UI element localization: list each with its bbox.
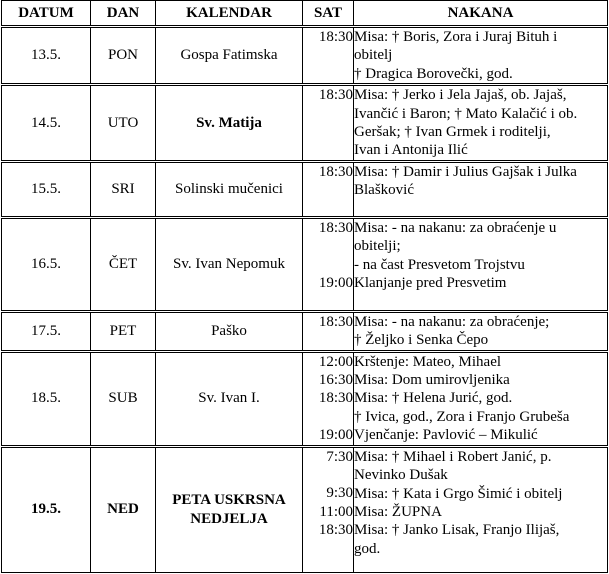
calendar-cell: Gospa Fatimska xyxy=(156,27,303,85)
header-nakana: NAKANA xyxy=(354,1,608,27)
time-cell xyxy=(303,311,354,351)
header-dan: DAN xyxy=(91,1,156,27)
calendar-cell: Sv. Ivan Nepomuk xyxy=(156,217,303,311)
intention-line: Blašković xyxy=(354,182,414,199)
date-cell: 15.5. xyxy=(2,161,91,217)
intention-cell xyxy=(354,351,608,446)
intention-line: - na čast Presvetom Trojstvu xyxy=(354,256,525,273)
intention-line: Misa: Dom umirovljenika xyxy=(354,372,510,389)
day-cell: SUB xyxy=(91,351,156,446)
time-entry: 18:30 xyxy=(318,219,353,236)
intention-cell xyxy=(354,161,608,217)
date-cell: 13.5. xyxy=(2,27,91,85)
day-cell: PET xyxy=(91,311,156,351)
intention-line: Klanjanje pred Presvetim xyxy=(354,275,507,292)
header-sat: SAT xyxy=(303,1,354,27)
intention-line: obitelji; xyxy=(354,238,401,255)
time-entry: 12:00 xyxy=(318,353,353,370)
time-entry: 11:00 xyxy=(319,503,353,520)
intention-line: Misa: - na nakanu: za obraćenje; xyxy=(354,313,550,330)
date-cell: 17.5. xyxy=(2,311,91,351)
day-cell: UTO xyxy=(91,85,156,162)
calendar-line: PETA USKRSNA xyxy=(172,492,286,509)
intention-line: god. xyxy=(354,540,381,557)
time-entry: 19:00 xyxy=(318,427,353,444)
time-cell xyxy=(303,161,354,217)
table-row xyxy=(2,161,608,217)
calendar-cell: Solinski mučenici xyxy=(156,161,303,217)
intention-line: Krštenje: Mateo, Mihael xyxy=(354,353,502,370)
intention-cell xyxy=(354,27,608,85)
intention-line: † Željko i Senka Čepo xyxy=(354,332,489,349)
intention-line: Misa: † Jerko i Jela Jajaš, ob. Jajaš, xyxy=(354,87,567,104)
time-entry: 7:30 xyxy=(326,448,353,465)
table-row xyxy=(2,311,608,351)
calendar-cell: Sv. Matija xyxy=(156,85,303,162)
header-row xyxy=(2,1,608,27)
header-kalendar: KALENDAR xyxy=(156,1,303,27)
intention-line: Nevinko Dušak xyxy=(354,467,448,484)
intention-line: Misa: ŽUPNA xyxy=(354,503,442,520)
intention-line: Vjenčanje: Pavlović – Mikulić xyxy=(354,427,538,444)
intention-line: Misa: † Boris, Zora i Juraj Bituh i xyxy=(354,29,558,45)
time-entry: 18:30 xyxy=(318,313,353,330)
date-cell: 14.5. xyxy=(2,85,91,162)
day-cell: SRI xyxy=(91,161,156,217)
intention-line: † Ivica, god., Zora i Franjo Grubeša xyxy=(354,408,570,425)
time-entry: 16:30 xyxy=(318,372,353,389)
intention-cell xyxy=(354,85,608,162)
time-entry: 9:30 xyxy=(326,485,353,502)
intention-cell xyxy=(354,311,608,351)
date-cell: 19.5. xyxy=(2,446,91,572)
intention-line: Misa: † Janko Lisak, Franjo Ilijaš, xyxy=(354,522,560,539)
time-entry: 18:30 xyxy=(318,390,353,407)
intention-line: Geršak; † Ivan Grmek i roditelji, xyxy=(354,124,551,141)
mass-schedule-table xyxy=(1,0,608,573)
calendar-cell: Sv. Ivan I. xyxy=(156,351,303,446)
time-cell xyxy=(303,27,354,85)
time-entry: 18:30 xyxy=(318,163,353,180)
table-row xyxy=(2,217,608,311)
day-cell: PON xyxy=(91,27,156,85)
intention-line: Misa: † Damir i Julius Gajšak i Julka xyxy=(354,163,577,180)
time-cell xyxy=(303,351,354,446)
intention-line: Misa: † Kata i Grgo Šimić i obitelj xyxy=(354,485,563,502)
schedule-container xyxy=(1,0,608,573)
intention-line: Ivan i Antonija Ilić xyxy=(354,142,468,159)
intention-line: Misa: - na nakanu: za obraćenje u xyxy=(354,219,557,236)
day-cell: ČET xyxy=(91,217,156,311)
table-row xyxy=(2,85,608,162)
date-cell: 18.5. xyxy=(2,351,91,446)
time-entry: 19:00 xyxy=(318,275,353,292)
time-cell xyxy=(303,217,354,311)
table-row xyxy=(2,27,608,85)
calendar-cell: Paško xyxy=(156,311,303,351)
time-entry: 18:30 xyxy=(318,522,353,539)
time-cell xyxy=(303,446,354,572)
intention-line: † Dragica Borovečki, god. xyxy=(354,65,513,82)
intention-line: Misa: † Mihael i Robert Janić, p. xyxy=(354,448,552,465)
table-row xyxy=(2,351,608,446)
time-cell xyxy=(303,85,354,162)
intention-line: Ivančić i Baron; † Mato Kalačić i ob. xyxy=(354,105,578,122)
time-entry: 18:30 xyxy=(318,29,353,45)
intention-cell xyxy=(354,446,608,572)
intention-line: Misa: † Helena Jurić, god. xyxy=(354,390,513,407)
header-datum: DATUM xyxy=(2,1,91,27)
day-cell: NED xyxy=(91,446,156,572)
calendar-line: NEDJELJA xyxy=(190,510,268,527)
time-entry: 18:30 xyxy=(318,87,353,104)
intention-cell xyxy=(354,217,608,311)
date-cell: 16.5. xyxy=(2,217,91,311)
table-row xyxy=(2,446,608,572)
calendar-cell xyxy=(156,446,303,572)
intention-line: obitelj xyxy=(354,47,393,64)
